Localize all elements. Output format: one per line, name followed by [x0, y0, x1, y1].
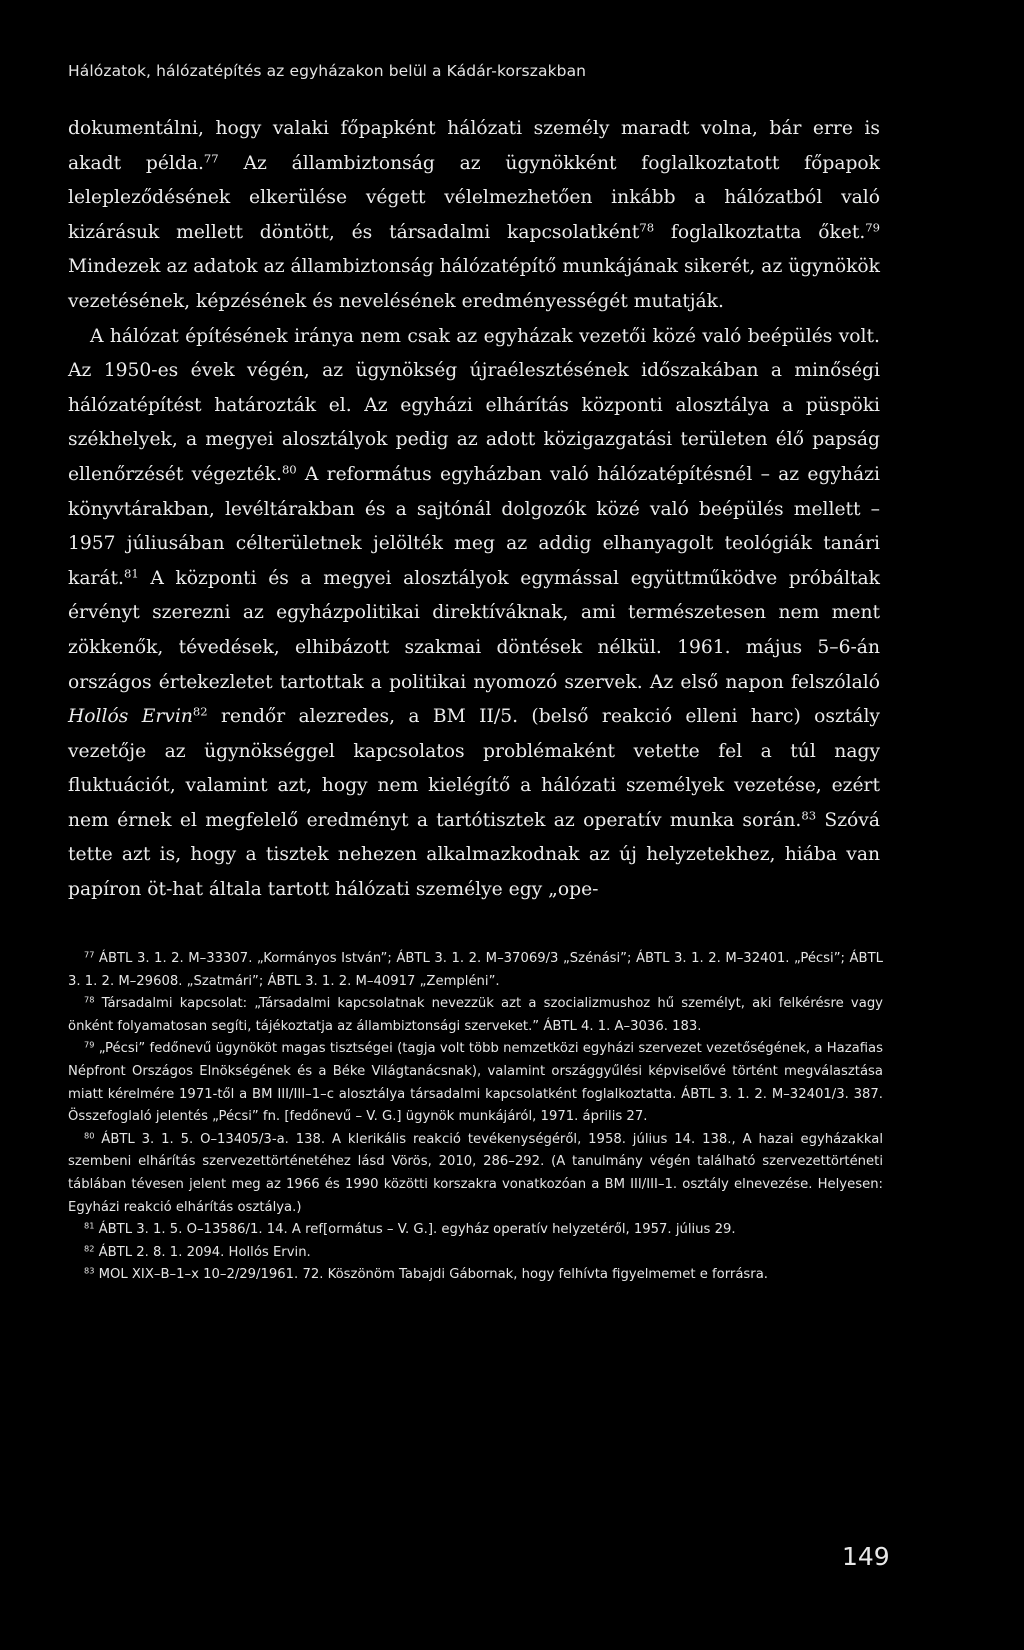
running-header: Hálózatok, hálózatépítés az egyházakon belül a Kádár-korszakban [68, 62, 587, 80]
footnote-ref-82[interactable]: 82 [192, 704, 208, 719]
footnote-80: $^{80}$ ÁBTL 3. 1. 5. O–13405/3-a. 138. A klerikális reakció tevékenységéről, 1958. július 14. 138., A hazai egyházakkal szembeni elhárítás szervezettörténetéhez lásd Vörös, 2010, 286–292. (A tanulmány végén található szervezettörténeti táblában tévesen jelent meg az 1966 és 1990 közötti korszakra vonatkozóan a BM III/III–1. osztály elnevezése. Helyesen: Egyházi reakció elhárítás osztálya.) [68, 1130, 883, 1215]
person-name: Hollós Ervin [68, 706, 193, 728]
main-text [68, 112, 880, 908]
footnote-78: $^{78}$ Társadalmi kapcsolat: „Társadalmi kapcsolatnak nevezzük azt a szocializmushoz hű személyt, aki felkérésre vagy önként folyamatosan segíti, tájékoztatja az állambiztonsági szerveket.” ÁBTL 4. 1. A–3036. 183. [68, 994, 883, 1034]
footnote-ref-81[interactable]: 81 [124, 566, 139, 581]
footnote-ref-83[interactable]: 83 [801, 808, 817, 823]
page-number: 149 [842, 1542, 890, 1571]
footnote-77: $^{77}$ ÁBTL 3. 1. 2. M–33307. „Kormányos István”; ÁBTL 3. 1. 2. M–37069/3 „Szénási”; ÁBTL 3. 1. 2. M–32401. „Pécsi”; ÁBTL 3. 1. 2. M–29608. „Szatmári”; ÁBTL 3. 1. 2. M–40917 „Zempléni”. [68, 949, 883, 989]
footnote-79: $^{79}$ „Pécsi” fedőnevű ügynököt magas tisztségei (tagja volt több nemzetközi egyházi szervezet vezetőségének, a Hazafias Népfront Országos Elnökségének és a Béke Világtanácsnak), valamint országgyűlési képviselővé történt megválasztása miatt kérelmére 1971-től a BM III/III–1–c alosztálya társadalmi kapcsolatként foglalkoztatta. ÁBTL 3. 1. 2. M–32401/3. 387. Összefoglaló jelentés „Pécsi” fn. [fedőnevű – V. G.] ügynök munkájáról, 1971. április 27. [68, 1039, 883, 1125]
footnote-83: $^{83}$ MOL XIX–B–1–x 10–2/29/1961. 72. Köszönöm Tabajdi Gábornak, hogy felhívta figyelmemet e forrásra. [84, 1265, 768, 1283]
footnote-ref-77[interactable]: 77 [203, 151, 219, 166]
footnote-82: $^{82}$ ÁBTL 2. 8. 1. 2094. Hollós Ervin. [84, 1243, 311, 1260]
paragraph-1: dokumentálni, hogy valaki főpapként hálózati személy maradt volna, bár erre is akadt példa.$^{77}$ Az állambiztonság az ügynökként foglalkoztatott főpapok lelepleződésének elkerülése végett vélelmezhetően inkább a hálózatból való kizárásuk mellett döntött, és társadalmi kapcsolatként$^{78}$ foglalkoztatta őket.$^{79}$ Mindezek az adatok az állambiztonság hálózatépítő munkájának sikerét, az ügynökök vezetésének, képzésének és nevelésének eredményességét mutatják. [68, 118, 881, 312]
footnotes [68, 948, 883, 1287]
footnote-ref-80[interactable]: 80 [281, 462, 297, 477]
footnote-ref-79[interactable]: 79 [865, 220, 881, 235]
footnote-81: $^{81}$ ÁBTL 3. 1. 5. O–13586/1. 14. A ref[ormátus – V. G.]. egyház operatív helyzetéről, 1957. július 29. [84, 1220, 736, 1238]
paragraph-2: A hálózat építésének iránya nem csak az egyházak vezetői közé való beépülés volt. Az 1950-es évek végén, az ügynökség újraélesztésének időszakában a minőségi hálózatépítést határozták el. Az egyházi elhárítás központi alosztálya a püspöki székhelyek, a megyei alosztályok pedig az adott közigazgatási területen élő papság ellenőrzését végezték.$^{80}$ A református egyházban való hálózatépítésnél – az egyházi könyvtárakban, levéltárakban és a sajtónál dolgozók közé való beépülés mellett – 1957 júliusában célterületnek jelölték meg az addig elhanyagolt teológiák tanári karát.$^{81}$ A központi és a megyei alosztályok egymással együttműködve próbáltak érvényt szerezni az egyházpolitikai direktíváknak, ami természetesen nem ment zökkenők, tévedések, elhibázott szakmai döntések nélkül. 1961. május 5–6-án országos értekezletet tartottak a politikai nyomozó szervek. Az első napon felszólaló Hollós Ervin$^{82}$ rendőr alezredes, a BM II/5. (belső reakció elleni harc) osztály vezetője az ügynökséggel kapcsolatos problémaként vetette fel a túl nagy fluktuációt, valamint azt, hogy nem kielégítő a hálózati személyek vezetése, ezért nem érnek el megfelelő eredményt a tartótisztek az operatív munka során.$^{83}$ Szóvá tette azt is, hogy a tisztek nehezen alkalmazkodnak az új helyzetekhez, hiába van papíron öt-hat általa tartott hálózati személye egy „ope- [68, 325, 880, 901]
footnote-ref-78[interactable]: 78 [639, 220, 655, 235]
